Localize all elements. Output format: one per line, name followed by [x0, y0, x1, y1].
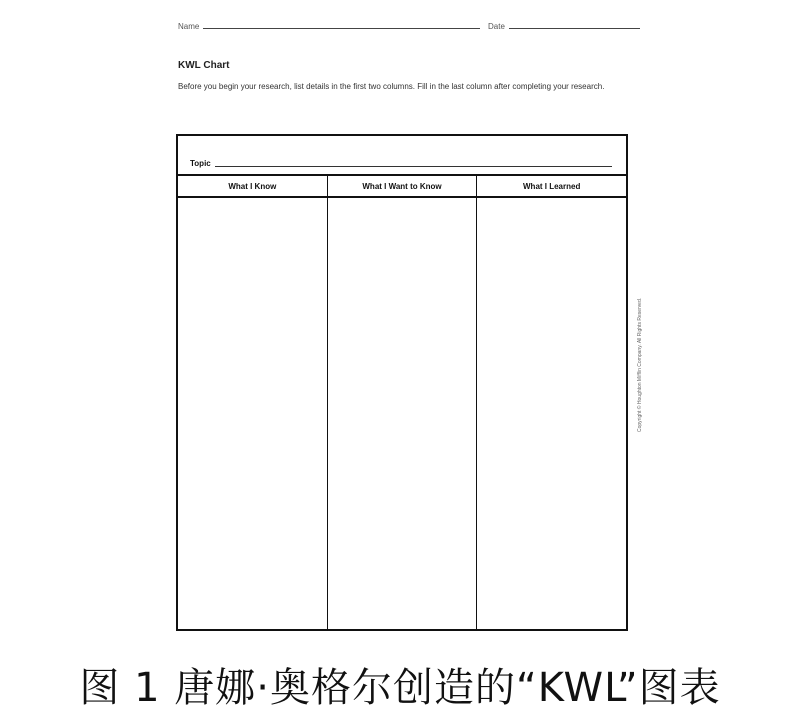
date-label: Date [488, 22, 505, 31]
column-header-learned: What I Learned [523, 181, 581, 191]
kwl-table [176, 134, 628, 631]
worksheet-title: KWL Chart [178, 60, 230, 71]
name-label: Name [178, 22, 200, 31]
topic-rule [215, 165, 612, 167]
topic-row [178, 136, 626, 174]
column-body-want-to-know [328, 198, 478, 629]
column-headers [178, 174, 626, 198]
column-header-want-to-know: What I Want to Know [328, 176, 478, 196]
column-bodies [178, 198, 626, 629]
date-rule [509, 27, 640, 29]
date-line [488, 22, 640, 31]
name-line [178, 22, 480, 31]
worksheet-instructions: Before you begin your research, list details in the first two columns. Fill in the last column after completing your research. [178, 82, 605, 91]
topic-label: Topic [190, 159, 211, 168]
column-body-learned [477, 198, 626, 629]
figure-caption: 图 1 唐娜·奥格尔创造的“KWL”图表 [79, 664, 721, 711]
column-header-know: What I Know [178, 176, 328, 196]
copyright-notice: Copyright © Houghton Mifflin Company. All Rights Reserved. [637, 297, 643, 432]
column-body-know [178, 198, 328, 629]
name-rule [203, 27, 480, 29]
